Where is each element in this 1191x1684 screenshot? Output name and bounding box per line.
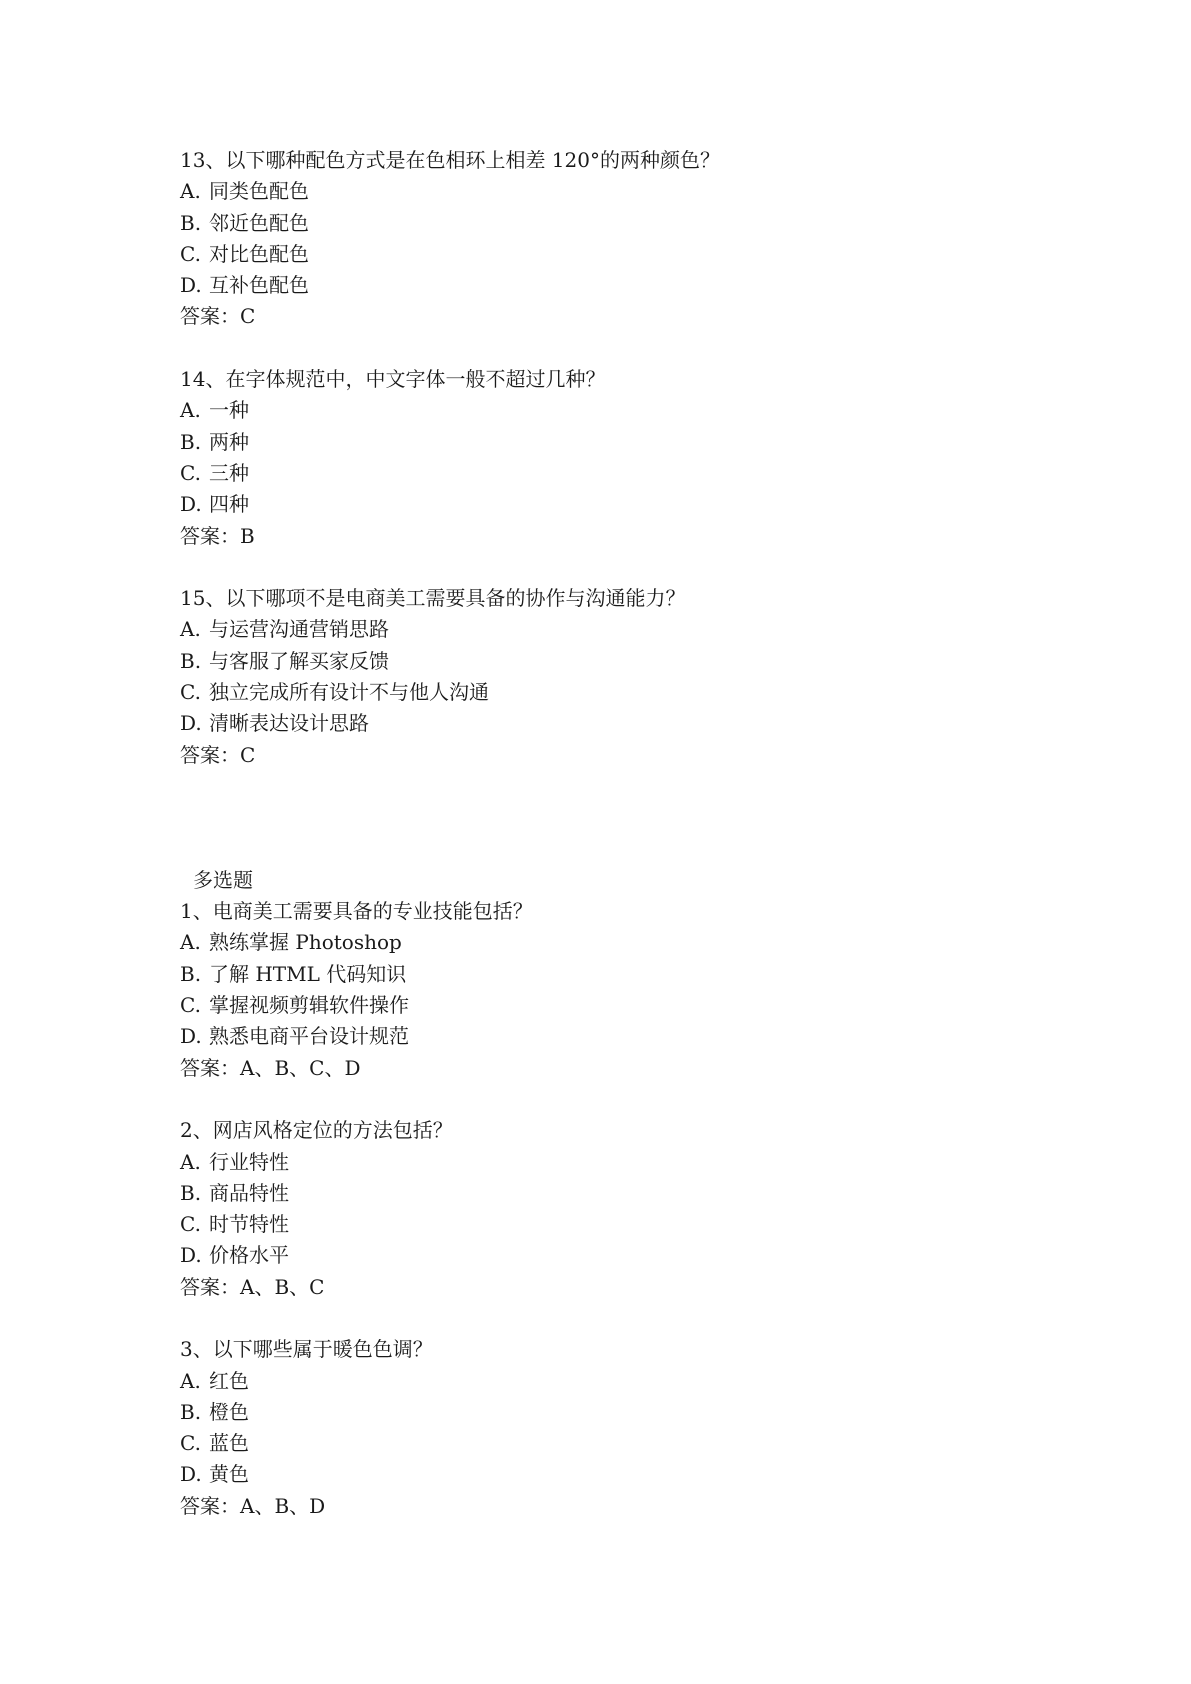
option-letter: D.	[180, 1024, 202, 1049]
answer-text: 答案：A、B、D	[180, 1493, 326, 1518]
option-text: 与客服了解买家反馈	[209, 648, 389, 673]
option-b	[180, 646, 1080, 677]
option-d	[180, 1459, 1080, 1490]
option-a	[180, 176, 1080, 207]
option-b	[180, 208, 1080, 239]
option-b	[180, 1178, 1080, 1209]
question-text: 3、以下哪些属于暖色色调？	[180, 1337, 433, 1362]
option-letter: A.	[180, 179, 201, 204]
option-text: 时节特性	[209, 1212, 289, 1237]
question-text: 15、以下哪项不是电商美工需要具备的协作与沟通能力？	[180, 586, 686, 611]
option-text: 橙色	[209, 1399, 249, 1424]
option-d	[180, 1021, 1080, 1052]
answer-text: 答案：C	[180, 304, 256, 329]
question-text: 1、电商美工需要具备的专业技能包括？	[180, 899, 533, 924]
option-b	[180, 427, 1080, 458]
option-text: 蓝色	[209, 1431, 249, 1456]
question-text: 2、网店风格定位的方法包括？	[180, 1118, 453, 1143]
answer-text: 答案：A、B、C、D	[180, 1055, 361, 1080]
option-d	[180, 708, 1080, 739]
option-text: 一种	[209, 398, 249, 423]
option-d	[180, 489, 1080, 520]
question-block	[180, 364, 1080, 552]
option-letter: A.	[180, 1149, 201, 1174]
option-letter: B.	[180, 961, 202, 986]
option-letter: C.	[180, 680, 201, 705]
option-c	[180, 239, 1080, 270]
option-text: 了解 HTML 代码知识	[209, 961, 407, 986]
option-letter: C.	[180, 1431, 201, 1456]
document-content	[180, 145, 1080, 1522]
option-letter: B.	[180, 1399, 202, 1424]
option-letter: B.	[180, 648, 202, 673]
option-letter: D.	[180, 1243, 202, 1268]
question-text: 13、以下哪种配色方式是在色相环上相差 120°的两种颜色？	[180, 148, 720, 172]
option-text: 黄色	[209, 1462, 249, 1487]
option-text: 商品特性	[209, 1180, 289, 1205]
spacer	[180, 1303, 1080, 1334]
question-block	[180, 896, 1080, 1084]
option-b	[180, 1397, 1080, 1428]
option-text: 价格水平	[209, 1243, 289, 1268]
option-c	[180, 458, 1080, 489]
option-letter: B.	[180, 1180, 202, 1205]
answer-text: 答案：B	[180, 523, 255, 548]
option-letter: A.	[180, 398, 201, 423]
question-text: 14、在字体规范中，中文字体一般不超过几种？	[180, 367, 606, 392]
option-text: 独立完成所有设计不与他人沟通	[209, 680, 489, 705]
option-text: 互补色配色	[209, 273, 309, 298]
option-text: 红色	[209, 1368, 249, 1393]
option-letter: D.	[180, 273, 202, 298]
option-text: 清晰表达设计思路	[209, 711, 369, 736]
option-text: 四种	[209, 492, 249, 517]
option-letter: C.	[180, 241, 201, 266]
answer-text: 答案：C	[180, 742, 256, 767]
option-text: 对比色配色	[209, 241, 309, 266]
option-text: 掌握视频剪辑软件操作	[209, 993, 409, 1018]
spacer	[180, 552, 1080, 583]
option-text: 与运营沟通营销思路	[209, 617, 389, 642]
option-letter: A.	[180, 1368, 201, 1393]
spacer	[180, 333, 1080, 364]
option-letter: D.	[180, 492, 202, 517]
option-c	[180, 990, 1080, 1021]
option-letter: C.	[180, 460, 201, 485]
option-c	[180, 677, 1080, 708]
option-letter: A.	[180, 617, 201, 642]
spacer	[180, 771, 1080, 865]
question-block	[180, 145, 1080, 333]
answer-text: 答案：A、B、C	[180, 1274, 325, 1299]
question-block	[180, 1115, 1080, 1303]
option-letter: B.	[180, 429, 202, 454]
option-a	[180, 1147, 1080, 1178]
option-letter: C.	[180, 993, 201, 1018]
option-letter: D.	[180, 1462, 202, 1487]
option-d	[180, 1240, 1080, 1271]
option-c	[180, 1209, 1080, 1240]
option-a	[180, 1366, 1080, 1397]
option-b	[180, 959, 1080, 990]
question-block	[180, 583, 1080, 771]
option-a	[180, 927, 1080, 958]
option-letter: B.	[180, 210, 202, 235]
option-a	[180, 614, 1080, 645]
option-text: 邻近色配色	[209, 210, 309, 235]
option-text: 两种	[209, 429, 249, 454]
option-letter: A.	[180, 930, 201, 955]
option-text: 熟练掌握 Photoshop	[209, 930, 402, 955]
option-c	[180, 1428, 1080, 1459]
option-letter: D.	[180, 711, 202, 736]
option-text: 三种	[209, 460, 249, 485]
section-title: 多选题	[193, 867, 253, 892]
option-text: 行业特性	[209, 1149, 289, 1174]
question-block	[180, 1334, 1080, 1522]
option-text: 熟悉电商平台设计规范	[209, 1024, 409, 1049]
option-letter: C.	[180, 1212, 201, 1237]
option-text: 同类色配色	[209, 179, 309, 204]
option-a	[180, 395, 1080, 426]
option-d	[180, 270, 1080, 301]
spacer	[180, 1084, 1080, 1115]
